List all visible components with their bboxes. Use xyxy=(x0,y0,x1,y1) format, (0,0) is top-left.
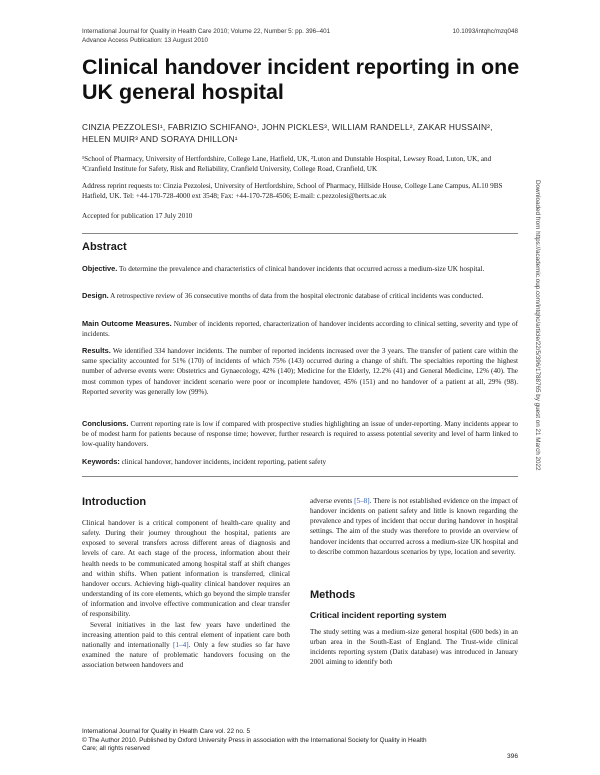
results-label: Results. xyxy=(82,346,111,355)
journal-line: International Journal for Quality in Health Care 2010; Volume 22, Number 5: pp. 396–401 xyxy=(82,28,331,35)
keywords-label: Keywords: xyxy=(82,457,120,466)
design-label: Design. xyxy=(82,291,109,300)
abstract-objective xyxy=(82,264,518,274)
objective-label: Objective. xyxy=(82,264,118,273)
methods-paragraph-1: The study setting was a medium-size general hospital (600 beds) in an urban area in the South-East of England. The Trust-wide clinical incidents reporting system (Datix database) was introduced in January 2001 aiming to identify both xyxy=(310,628,518,667)
abstract-heading: Abstract xyxy=(82,241,127,253)
article-title: Clinical handover incident reporting in one UK general hospital xyxy=(82,55,520,104)
conclusions-text: Current reporting rate is low if compared with prospective studies highlighting an issue of under-reporting. Many incidents appear to be of modest harm for patients because of response time; however, further research is required to assess potential severity and level of harm linked to low-quality handovers. xyxy=(82,420,518,449)
page-number: 396 xyxy=(506,753,518,760)
author-list: CINZIA PEZZOLESI¹, FABRIZIO SCHIFANO¹, JOHN PICKLES³, WILLIAM RANDELL², ZAKAR HUSSAIN², HELEN MUIR³ AND SORAYA DHILLON¹ xyxy=(82,122,493,144)
left-column xyxy=(82,518,290,670)
abstract-conclusions xyxy=(82,419,518,450)
footer-journal: International Journal for Quality in Health Care vol. 22 no. 5 xyxy=(82,728,251,735)
reprint-address: Address reprint requests to: Cinzia Pezzolesi, University of Hertfordshire, School of Pharmacy, Hillside House, College Lane Campus, AL10 9BS Hatfield, UK. Tel: +44-170-728-4000 ext 3548; Fax: +44-170-728-4506; E-mail: c.pezzolesi@herts.ac.uk xyxy=(82,182,503,200)
abstract-design xyxy=(82,291,518,301)
doi: 10.1093/intqhc/mzq048 xyxy=(452,28,518,35)
conclusions-label: Conclusions. xyxy=(82,419,129,428)
divider xyxy=(82,476,518,477)
objective-text: To determine the prevalence and characteristics of clinical handover incidents that occurred across a medium-size UK hospital. xyxy=(119,265,485,273)
text-run: adverse events xyxy=(310,497,355,505)
abstract-measures xyxy=(82,319,518,339)
download-watermark: Downloaded from https://academic.oup.com/intqhc/article/22/5/396/1788765 by guest on 21 March 2022 xyxy=(534,180,541,471)
methods-subheading: Critical incident reporting system xyxy=(310,610,447,620)
measures-label: Main Outcome Measures. xyxy=(82,319,172,328)
affiliations: ¹School of Pharmacy, University of Hertfordshire, College Lane, Hatfield, UK, ²Luton and Dunstable Hospital, Lewsey Road, Luton, UK, and ³Cranfield Institute for Safety, Risk and Reliability, Cranfield University, College Road, Cranfield, UK xyxy=(82,155,492,173)
citation-link[interactable]: [1–4] xyxy=(173,640,189,649)
measures-text: Number of incidents reported, characterization of handover incidents according to clinical setting, severity and type of incidents. xyxy=(82,320,518,339)
intro-paragraph-2 xyxy=(82,620,290,671)
running-header xyxy=(82,28,330,45)
abstract-keywords xyxy=(82,457,518,467)
introduction-heading: Introduction xyxy=(82,496,147,508)
right-column xyxy=(310,496,518,557)
footer-copyright: © The Author 2010. Published by Oxford University Press in association with the International Society for Quality in Health Care; all rights reserved xyxy=(82,736,427,753)
methods-column xyxy=(310,627,518,668)
citation-link[interactable]: [5–8] xyxy=(354,497,370,505)
abstract-results xyxy=(82,346,518,397)
text-run: . There is not established evidence on the impact of handover incidents on patient safety and little is known regarding the prevalence and types of incident that occur during handover in hospital settings. The aim of the study was therefore to provide an overview of handover incidents that occurred across a medium-size UK hospital and to describe common hazardous scenarios by type, location and severity. xyxy=(310,497,518,556)
design-text: A retrospective review of 36 consecutive months of data from the hospital electronic database of critical incidents was conducted. xyxy=(110,292,484,300)
results-text: We identified 334 handover incidents. The number of reported incidents increased over the 3 years. The transfer of patient care within the same speciality accounted for 51% (170) of incidents of which 75% (143) occurred during a change of shift. The specialties reporting the highest number of adverse events were: Obstetrics and Gynaecology, 42% (140); Medicine for the Elderly, 12.2% (41) and General Medicine, 12% (40). The most common types of handover incident scenario were poor or incomplete handover, 45% (151) and no handover of a patient at all, 29% (98). Reported severity was generally low (99%). xyxy=(82,347,518,396)
divider xyxy=(82,233,518,234)
page-footer xyxy=(82,728,518,754)
intro-paragraph-3 xyxy=(310,496,518,557)
text-run: . Only a few studies so far have examined the nature of problematic handovers focusing on the association between handovers and xyxy=(82,640,290,670)
intro-paragraph-1: Clinical handover is a critical component of health-care quality and safety. During their journey throughout the hospital, patients are exposed to several transfers across different areas of diagnosis and levels of care. At each stage of the process, information about their health needs to be communicated among hospital staff at shift changes and within shifts. When patient information is transferred, clinical handover occurs. Achieving high-quality clinical handover requires an understanding of its core elements, which go beyond the simple transfer of information and involve effective communication and clear transfer of responsibility. xyxy=(82,519,290,619)
advance-access-line: Advance Access Publication: 13 August 2010 xyxy=(82,36,209,44)
accepted-date: Accepted for publication 17 July 2010 xyxy=(82,212,193,220)
methods-heading: Methods xyxy=(310,589,356,601)
text-run: Several initiatives in the last few years have underlined the increasing attention paid to this central element of inpatient care both nationally and internationally xyxy=(82,620,290,649)
keywords-text: clinical handover, handover incidents, incident reporting, patient safety xyxy=(121,458,327,466)
